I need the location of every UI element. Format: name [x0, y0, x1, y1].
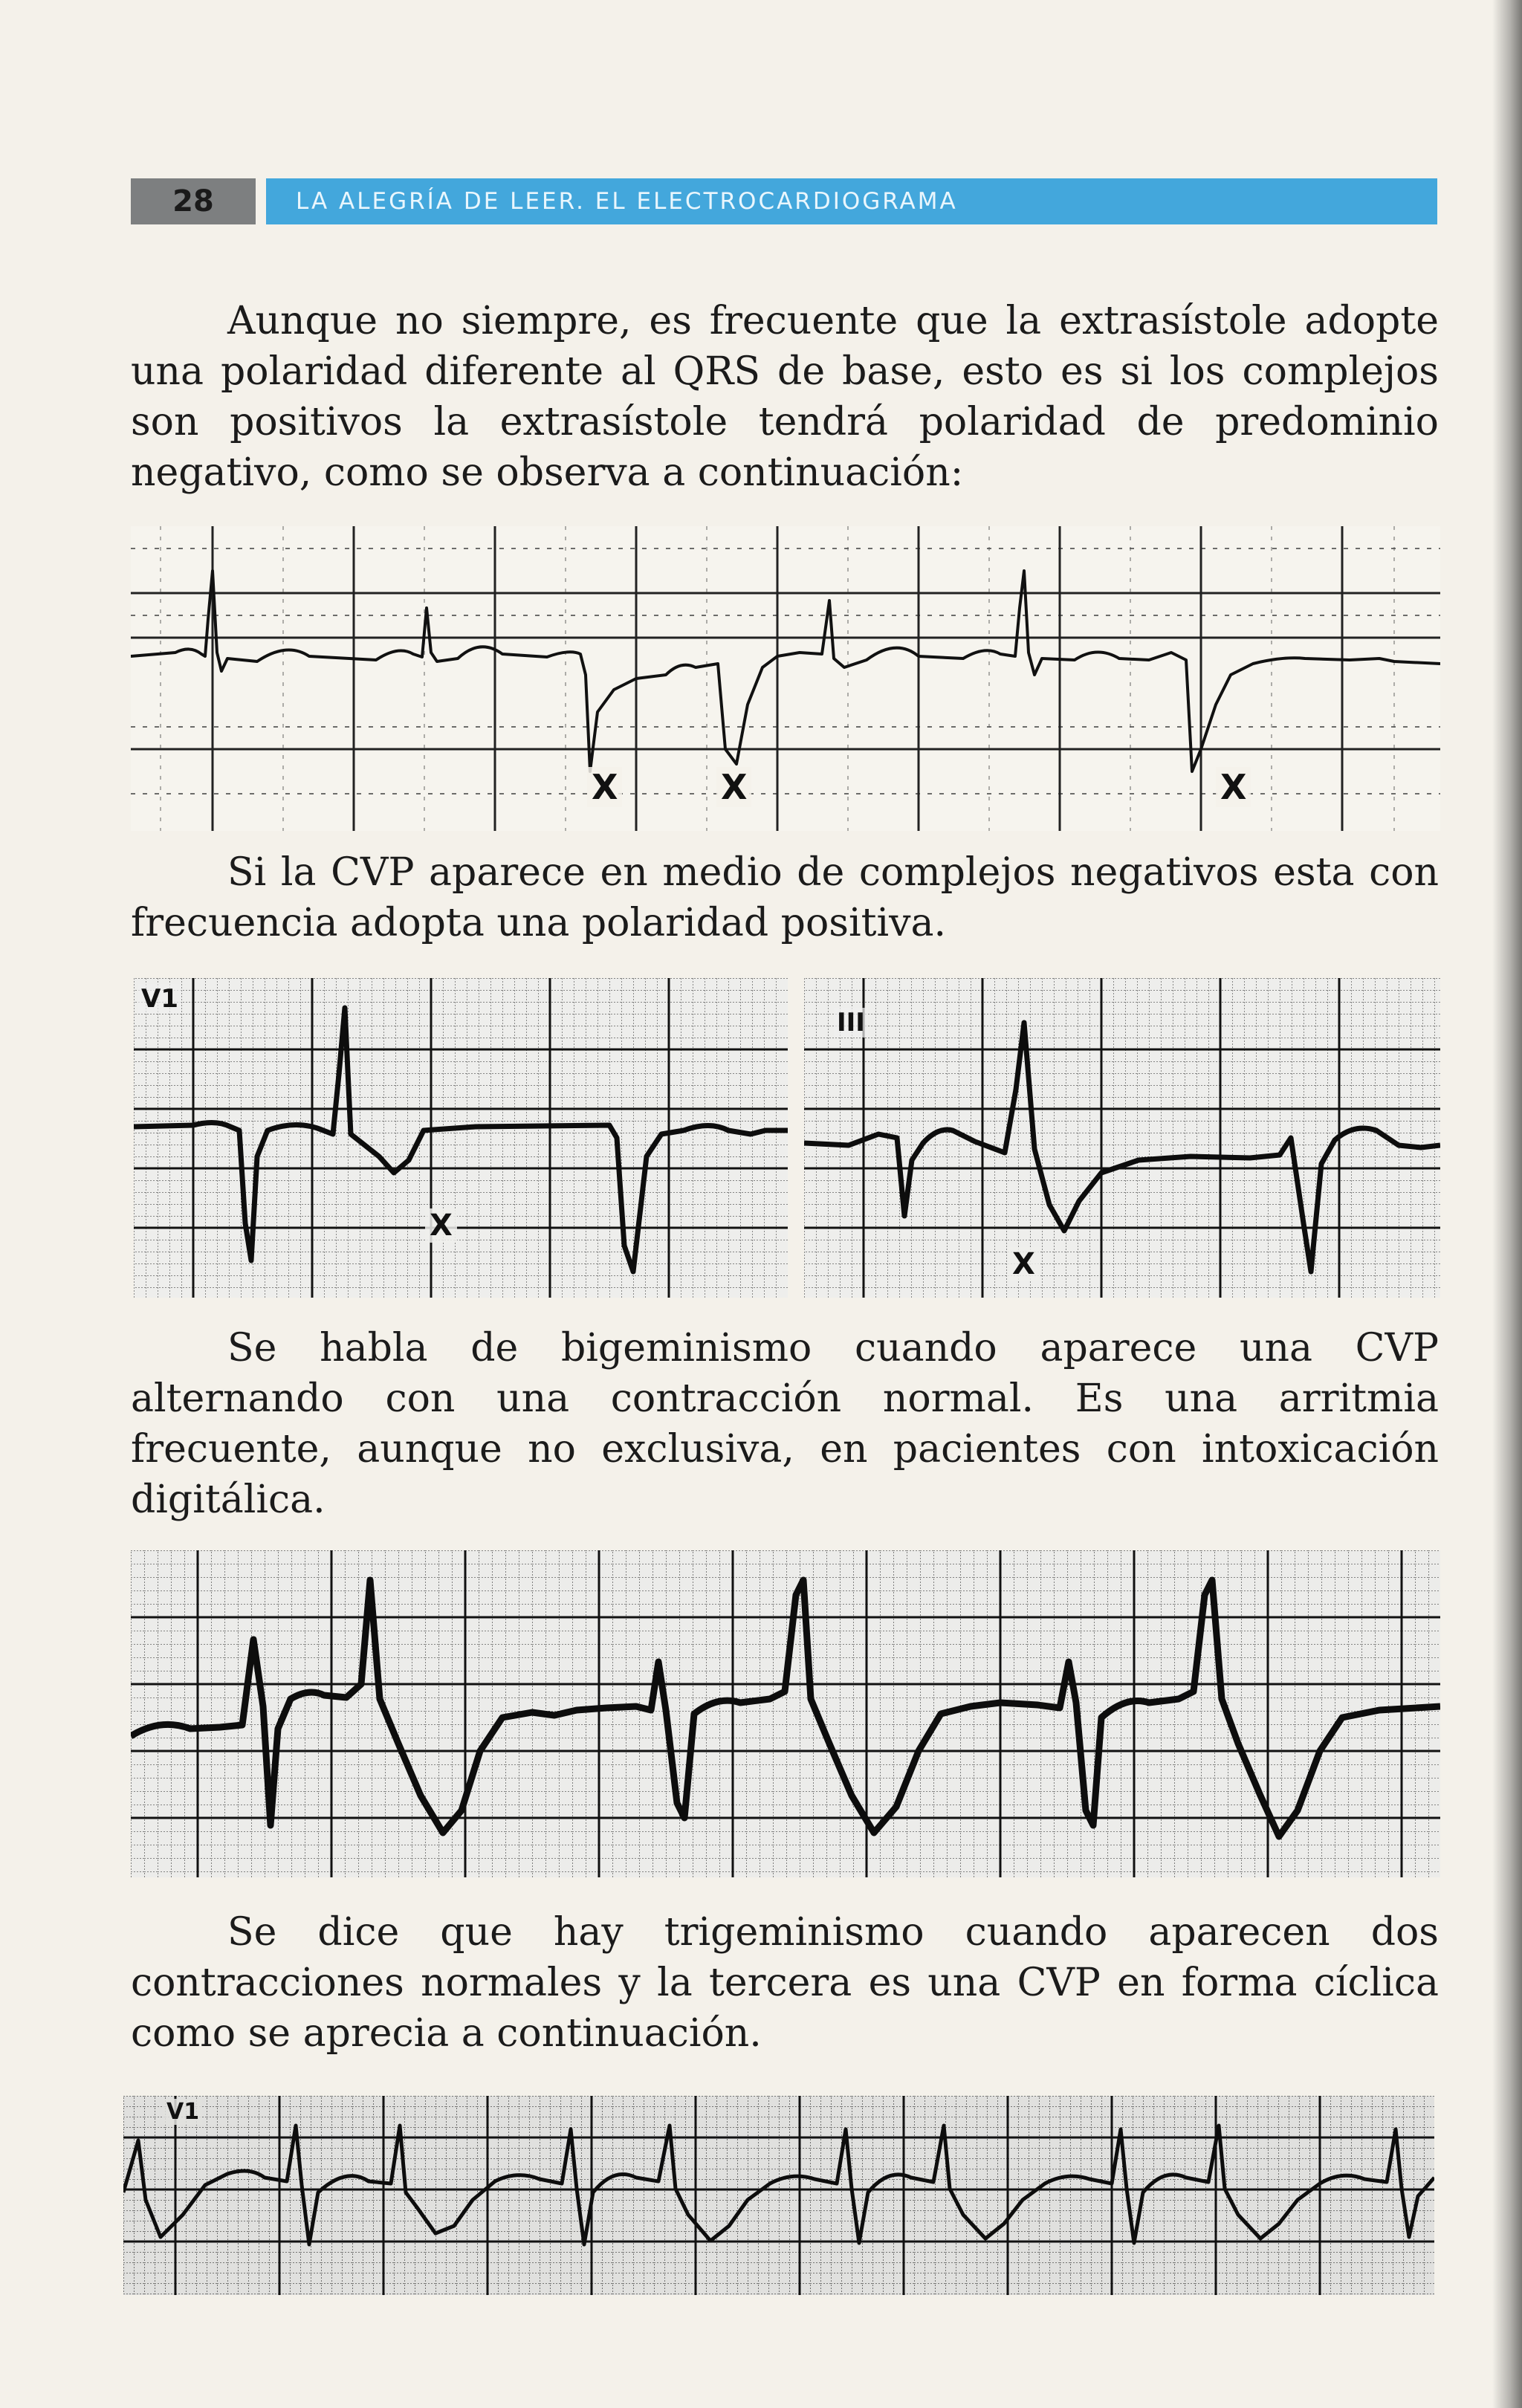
page-number: 28 — [131, 178, 256, 224]
lead-label-v1: V1 — [138, 984, 181, 1014]
running-header — [131, 178, 1437, 224]
paragraph-bigeminy: Se habla de bigeminismo cuando aparece una CVP alternando con una contracción normal. Es una arritmia frecuente, aunque no exclusiva, en pacientes con intoxicación digitálica. — [131, 1326, 1439, 1522]
ecg-strip-bigeminy — [131, 1550, 1440, 1877]
cvp-marker-iii: X — [1008, 1247, 1040, 1281]
extrasystole-marker-3: X — [1216, 767, 1251, 807]
ecg-strip-1 — [131, 526, 1440, 831]
running-title: LA ALEGRÍA DE LEER. EL ELECTROCARDIOGRAMA — [266, 178, 1437, 224]
ecg-strip-trigeminy — [123, 2096, 1434, 2295]
paragraph-trigeminy: Se dice que hay trigeminismo cuando aparecen dos contracciones normales y la tercera es una CVP en forma cíclica como se aprecia a continuación. — [131, 1910, 1439, 2056]
ecg-strip-iii — [804, 978, 1440, 1298]
cvp-marker-v1: X — [425, 1208, 457, 1243]
extrasystole-marker-2: X — [716, 767, 751, 807]
extrasystole-marker-1: X — [587, 767, 622, 807]
page-edge-shadow — [1492, 0, 1522, 2408]
paragraph-positive-cvp: Si la CVP aparece en medio de complejos negativos esta con frecuencia adopta una polaridad positiva. — [131, 850, 1439, 945]
paragraph-extrasystole-polarity: Aunque no siempre, es frecuente que la extrasístole adopte una polaridad diferente al QRS de base, esto es si los complejos son positivos la extrasístole tendrá polaridad de predominio negativo, como se observa a continuación: — [131, 299, 1439, 495]
lead-label-iii: III — [834, 1008, 868, 1038]
ecg-strip-v1 — [134, 978, 788, 1298]
lead-label-trigeminy-v1: V1 — [163, 2099, 202, 2125]
